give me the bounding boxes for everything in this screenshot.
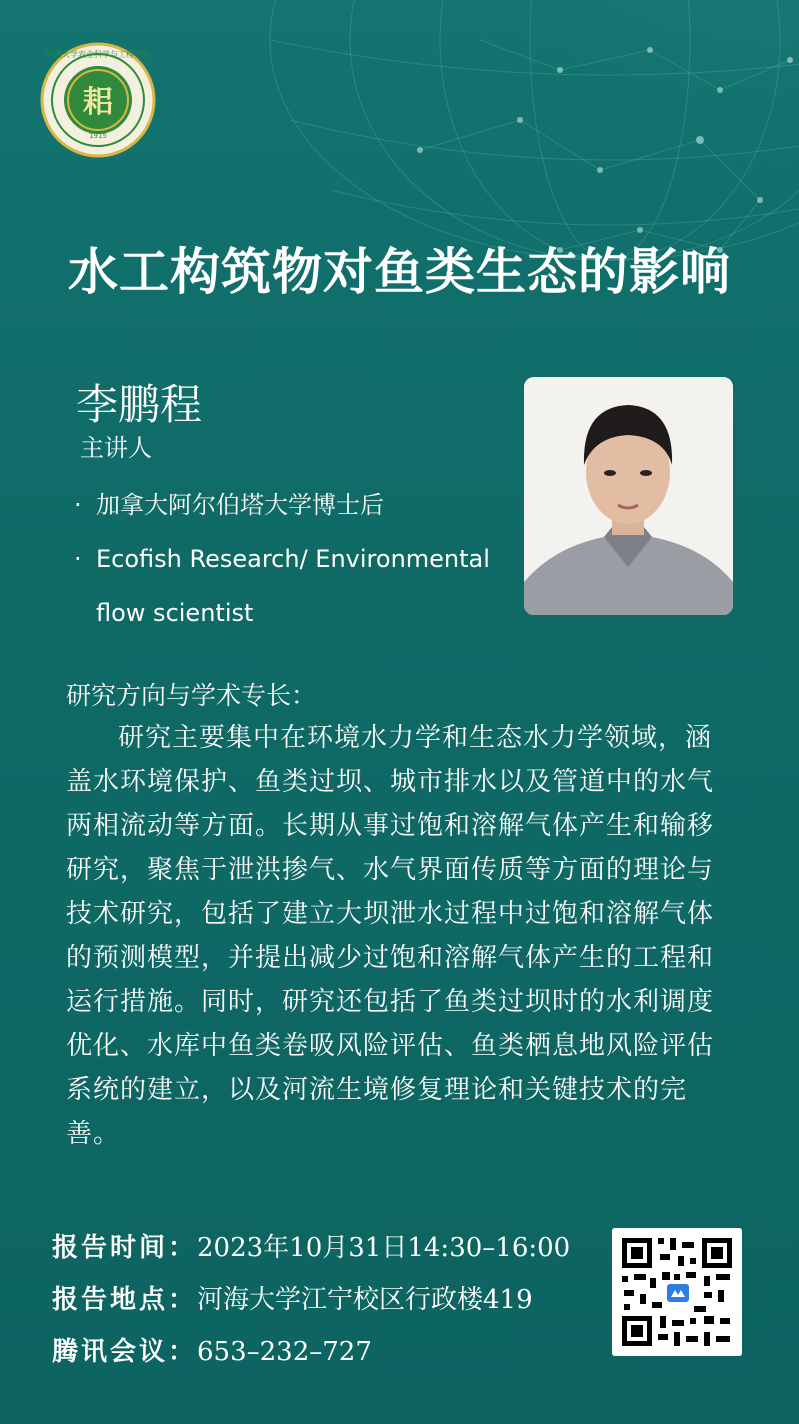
- credential-text: 加拿大阿尔伯塔大学博士后: [96, 491, 384, 519]
- credential-item: [74, 586, 494, 640]
- credential-text: Ecofish Research/ Environmental: [96, 545, 490, 573]
- info-value: 河海大学江宁校区行政楼419: [197, 1285, 533, 1315]
- page-title: 水工构筑物对鱼类生态的影响: [68, 243, 731, 301]
- bullet-dot: ·: [74, 545, 82, 573]
- speaker-photo: [524, 377, 733, 615]
- speaker-name: 李鹏程: [76, 380, 203, 429]
- college-seal-icon: [40, 42, 156, 158]
- event-info: [52, 1222, 570, 1378]
- info-label: 腾讯会议：: [52, 1337, 198, 1367]
- credential-item: [74, 532, 494, 586]
- speaker-role: 主讲人: [80, 434, 152, 462]
- info-value: 653–232–727: [197, 1337, 372, 1367]
- info-label: 报告地点：: [52, 1285, 198, 1315]
- info-meeting-row: [52, 1326, 570, 1378]
- research-body: 研究主要集中在环境水力学和生态水力学领域，涵盖水环境保护、鱼类过坝、城市排水以及管道中的水气两相流动等方面。长期从事过饱和溶解气体产生和输移研究，聚焦于泄洪掺气、水气界面传质等方面的理论与技术研究，包括了建立大坝泄水过程中过饱和溶解气体的预测模型，并提出减少过饱和溶解气体产生的工程和运行措施。同时，研究还包括了鱼类过坝时的水利调度优化、水库中鱼类卷吸风险评估、鱼类栖息地风险评估系统的建立，以及河流生境修复理论和关键技术的完善。: [66, 723, 715, 1149]
- bullet-dot: ·: [74, 491, 82, 519]
- info-location-row: [52, 1274, 570, 1326]
- svg-text:耜: 耜: [83, 85, 113, 120]
- credential-item: [74, 478, 494, 532]
- qr-code-icon[interactable]: [612, 1228, 742, 1356]
- info-time-row: [52, 1222, 570, 1274]
- info-label: 报告时间：: [52, 1233, 198, 1263]
- svg-text:1915: 1915: [89, 132, 107, 140]
- info-value: 2023年10月31日14:30–16:00: [197, 1233, 571, 1263]
- svg-text:河海大学农业科学与工程学院: 河海大学农业科学与工程学院: [46, 50, 150, 59]
- research-heading: 研究方向与学术专长：: [66, 681, 317, 710]
- credential-text: flow scientist: [96, 599, 254, 627]
- speaker-credentials: [74, 478, 494, 640]
